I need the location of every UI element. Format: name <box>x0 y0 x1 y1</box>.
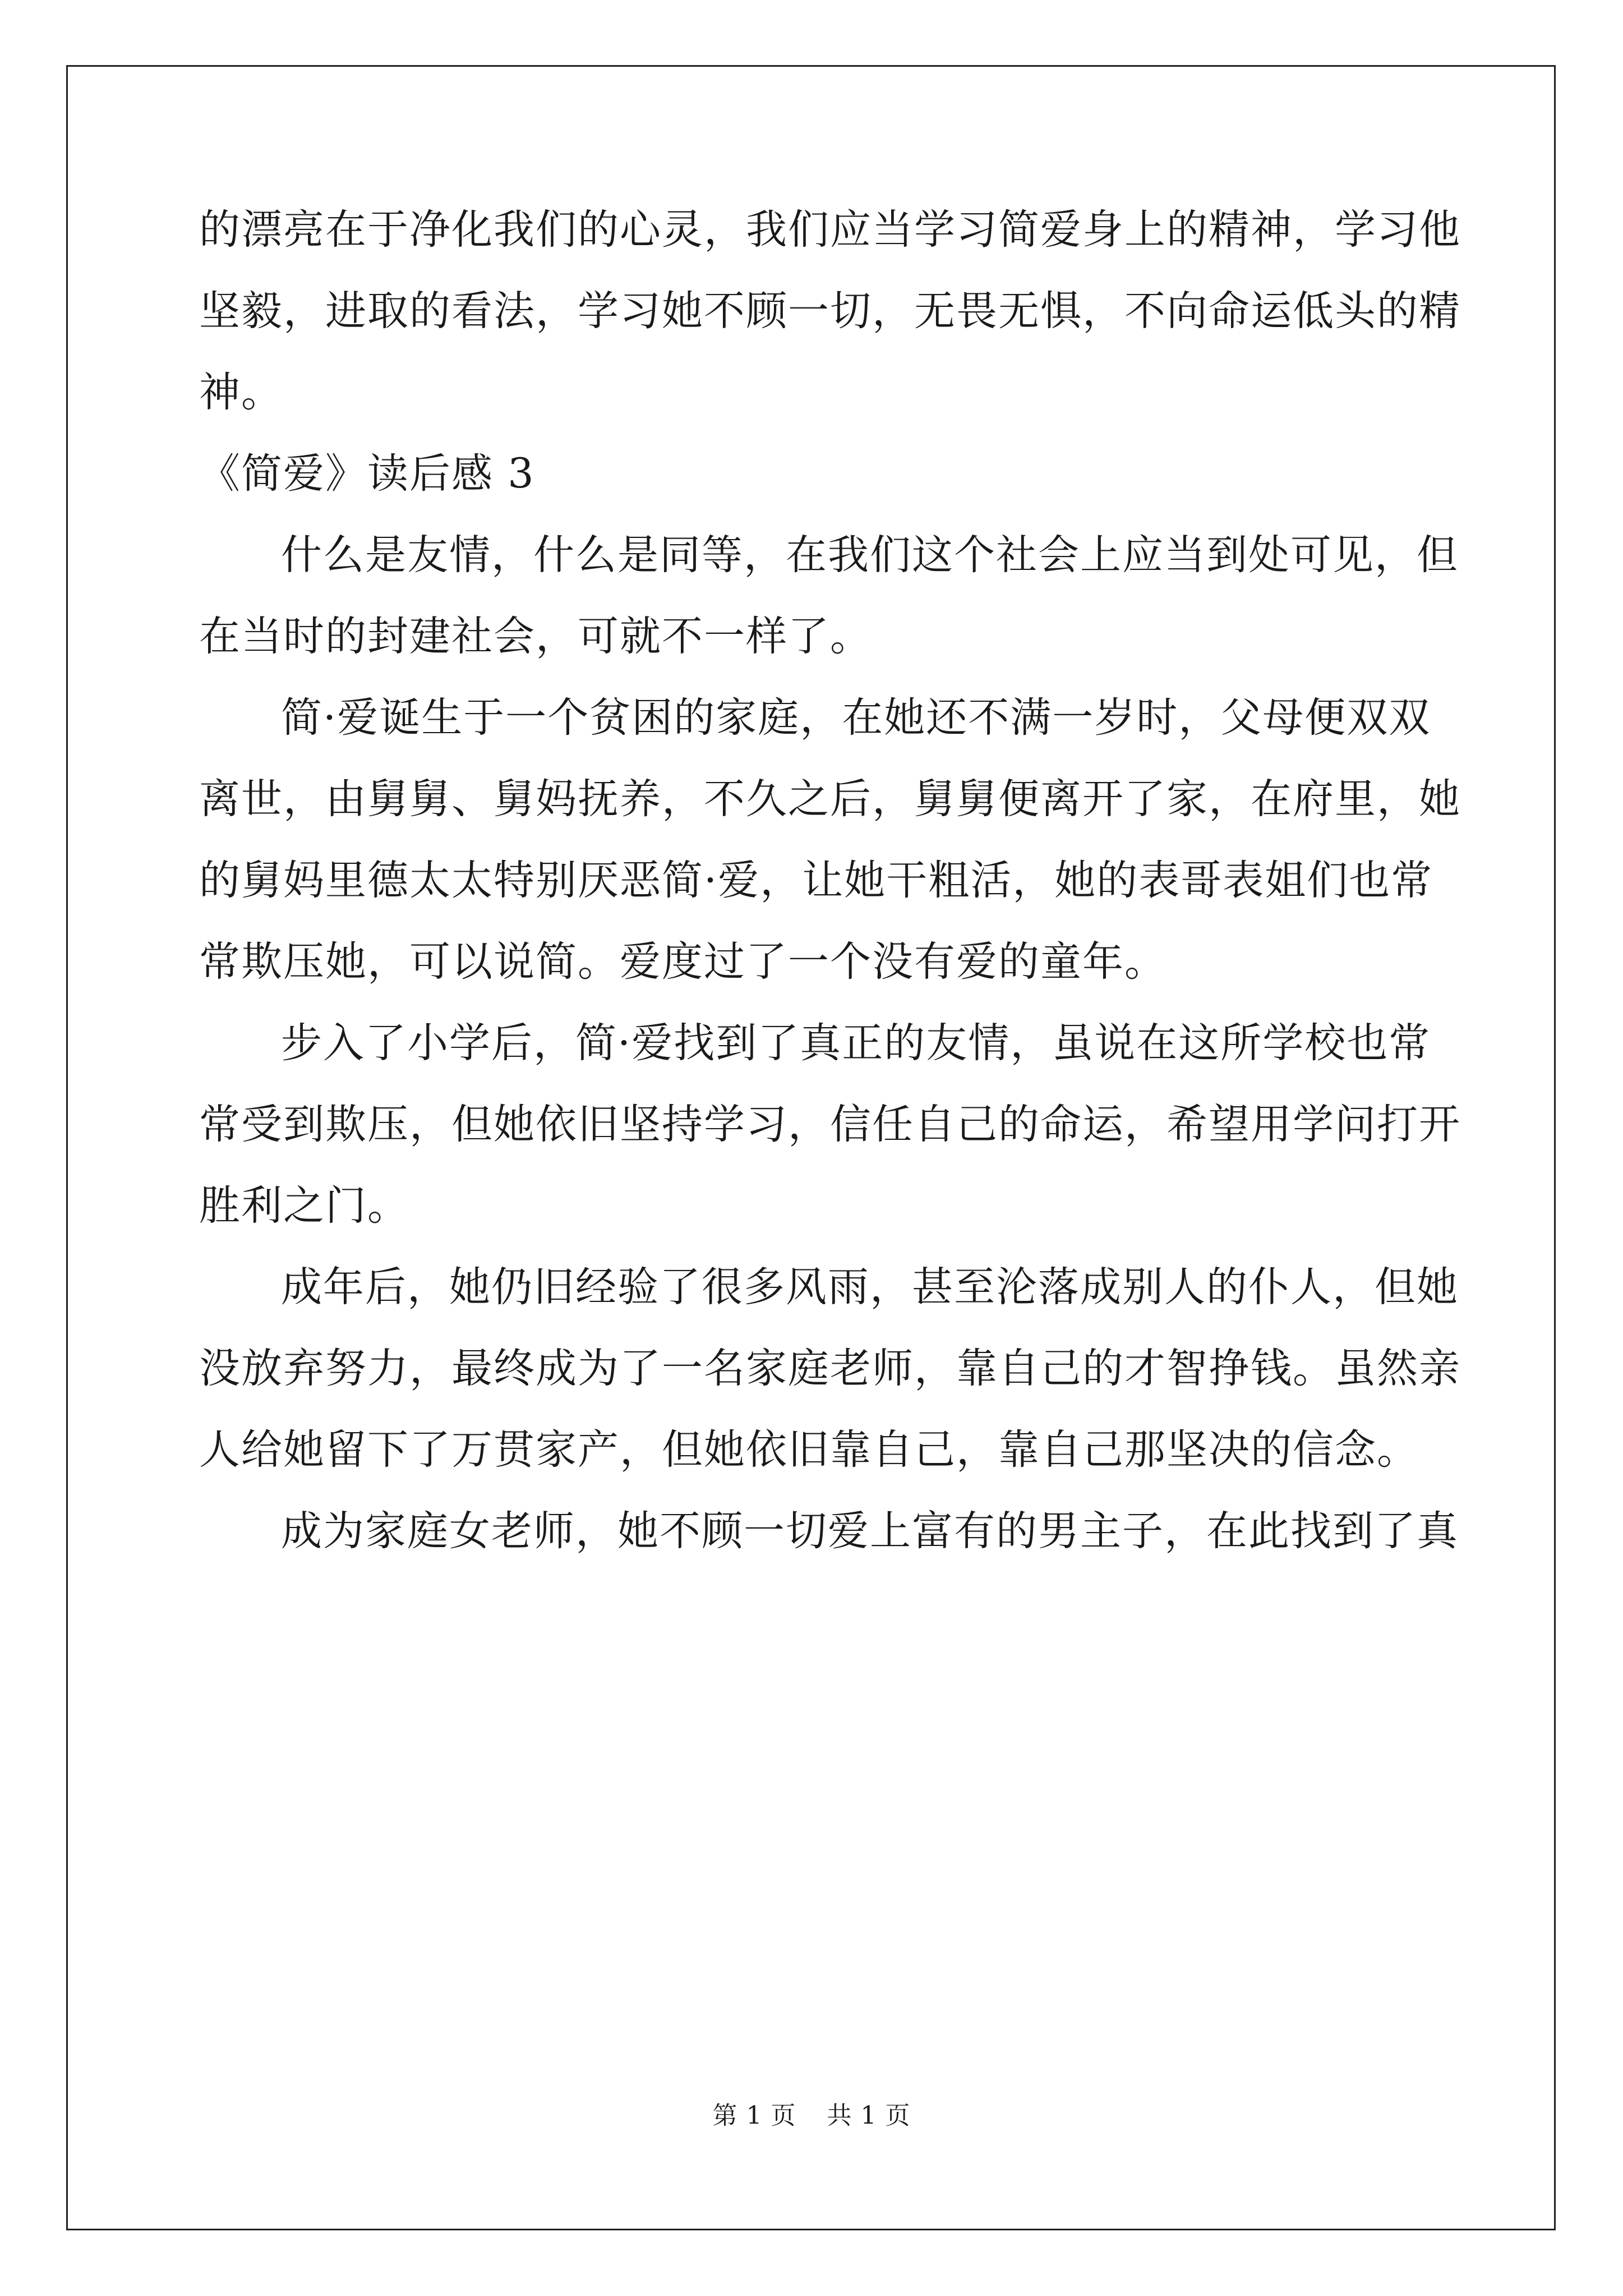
text-line: 成年后，她仍旧经验了很多风雨，甚至沦落成别人的仆人，但她 <box>281 1263 1459 1311</box>
text-line: 的舅妈里德太太特别厌恶简·爱，让她干粗活，她的表哥表姐们也常 <box>199 857 1433 904</box>
text-line: 离世，由舅舅、舅妈抚养，不久之后，舅舅便离开了家，在府里，她 <box>199 775 1461 823</box>
section-heading: 《简爱》读后感 3 <box>199 450 535 498</box>
page-total: 共 1 页 <box>827 2101 911 2130</box>
text-line: 胜利之门。 <box>199 1182 409 1230</box>
page-footer <box>0 2099 1623 2133</box>
text-line: 人给她留下了万贯家产，但她依旧靠自己，靠自己那坚决的信念。 <box>199 1426 1419 1474</box>
text-line: 成为家庭女老师，她不顾一切爱上富有的男主子，在此找到了真 <box>281 1507 1459 1555</box>
text-line: 什么是友情，什么是同等，在我们这个社会上应当到处可见，但 <box>281 531 1459 579</box>
text-line: 常受到欺压，但她依旧坚持学习，信任自己的命运，希望用学问打开 <box>199 1101 1461 1148</box>
text-line: 没放弃努力，最终成为了一名家庭老师，靠自己的才智挣钱。虽然亲 <box>199 1345 1461 1392</box>
text-line: 简·爱诞生于一个贫困的家庭，在她还不满一岁时，父母便双双 <box>281 694 1431 742</box>
text-line: 的漂亮在于净化我们的心灵，我们应当学习简爱身上的精神，学习他 <box>199 206 1461 254</box>
text-line: 坚毅，进取的看法，学习她不顾一切，无畏无惧，不向命运低头的精 <box>199 287 1461 335</box>
page-number: 第 1 页 <box>712 2101 796 2130</box>
text-line: 步入了小学后，简·爱找到了真正的友情，虽说在这所学校也常 <box>281 1019 1431 1067</box>
text-line: 在当时的封建社会，可就不一样了。 <box>199 613 872 660</box>
text-line: 常欺压她，可以说简。爱度过了一个没有爱的童年。 <box>199 938 1166 986</box>
text-line: 神。 <box>199 369 283 416</box>
